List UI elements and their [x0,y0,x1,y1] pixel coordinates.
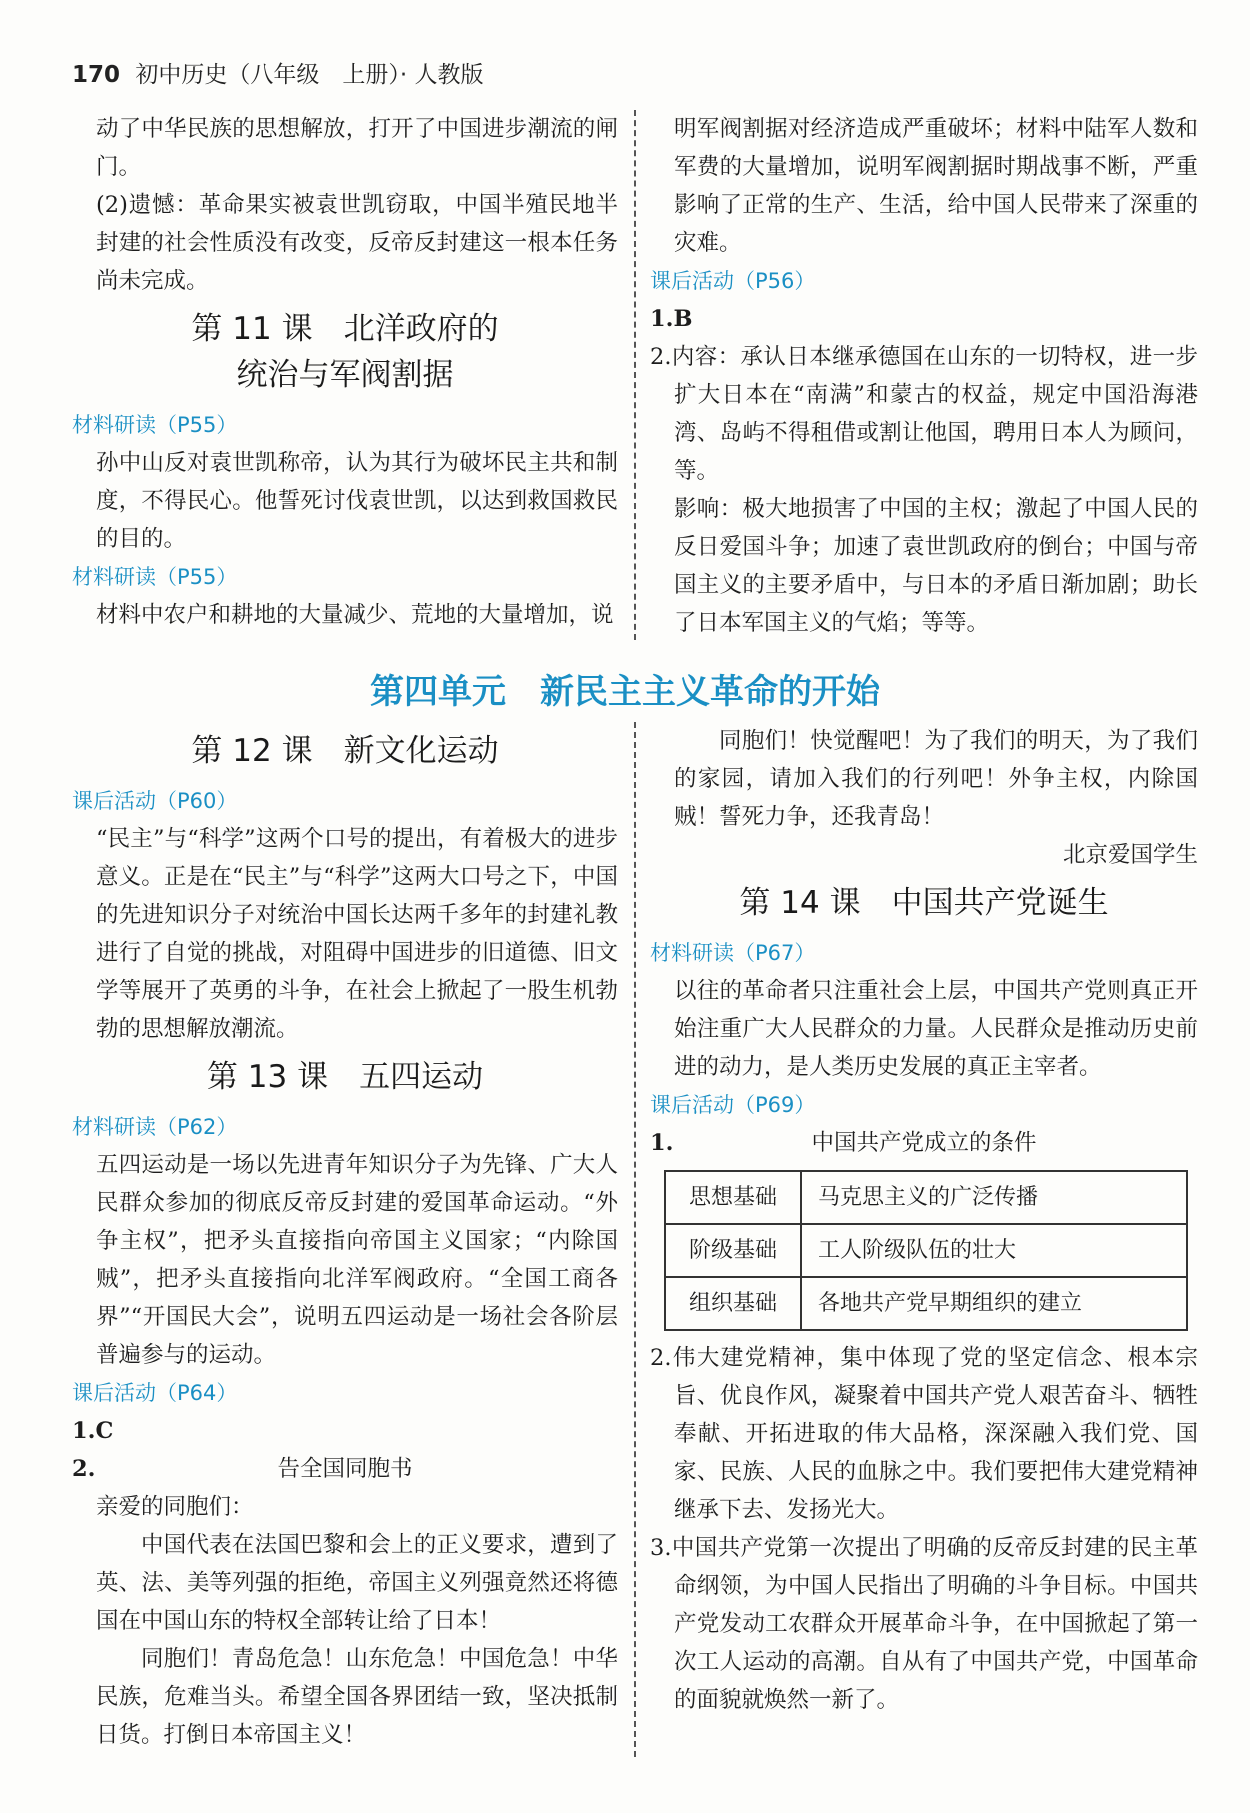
section-label: 材料研读（P55） [72,413,238,437]
bottom-left-column [72,722,618,1754]
page-number: 170 [72,62,121,88]
section-label: 课后活动（P64） [72,1381,238,1405]
conditions-table [664,1170,1188,1331]
unit-title: 第四单元 新民主主义革命的开始 [370,672,880,712]
top-left-column [72,110,618,634]
lesson-12-title: 第 12 课 新文化运动 [191,733,499,769]
paragraph: “民主”与“科学”这两个口号的提出，有着极大的进步意义。正是在“民主”与“科学”这两大口号之下，中国的先进知识分子对统治中国长达两千多年的封建礼教进行了自觉的挑战，对阻碍中国进步的旧道德、旧文学等展开了英勇的斗争，在社会上掀起了一股生机勃勃的思想解放潮流。 [96,826,618,1042]
column-divider-bottom [634,722,636,1757]
table-cell-key: 组织基础 [665,1277,801,1330]
section-label: 课后活动（P56） [650,269,816,293]
answer-2-impact: 影响：极大地损害了中国的主权；激起了中国人民的反日爱国斗争；加速了袁世凯政府的倒台；中国与帝国主义的主要矛盾中，与日本的矛盾日渐加剧；助长了日本军国主义的气焰；等等。 [674,496,1198,636]
section-label: 课后活动（P69） [650,1093,816,1117]
answer-2: 2.伟大建党精神，集中体现了党的坚定信念、根本宗旨、优良作风，凝聚着中国共产党人艰苦奋斗、牺牲奉献、开拓进取的伟大品格，深深融入我们党、国家、民族、人民的血脉之中。我们要把伟大建党精神继承下去、发扬光大。 [650,1345,1198,1523]
section-label: 材料研读（P55） [72,565,238,589]
lesson-13-title: 第 13 课 五四运动 [206,1059,484,1095]
bottom-right-column [650,722,1198,1719]
letter-signature: 北京爱国学生 [1062,842,1198,868]
paragraph: 以往的革命者只注重社会上层，中国共产党则真正开始注重广大人民群众的力量。人民群众是推动历史前进的动力，是人类历史发展的真正主宰者。 [674,978,1198,1080]
paragraph: 材料中农户和耕地的大量减少、荒地的大量增加，说 [96,602,614,628]
paragraph: (2)遗憾：革命果实被袁世凯窃取，中国半殖民地半封建的社会性质没有改变，反帝反封建这一根本任务尚未完成。 [96,192,618,294]
column-divider-top [634,110,636,640]
table-title: 中国共产党成立的条件 [811,1130,1037,1156]
book-title: 初中历史（八年级 上册）· 人教版 [135,62,484,88]
table-cell-value: 各地共产党早期组织的建立 [801,1277,1187,1330]
answer-2: 2.内容：承认日本继承德国在山东的一切特权，进一步扩大日本在“南满”和蒙古的权益，规定中国沿海港湾、岛屿不得租借或割让他国，聘用日本人为顾问，等。 [650,344,1198,484]
letter-salutation: 亲爱的同胞们： [96,1494,254,1520]
letter-paragraph: 同胞们！青岛危急！山东危急！中国危急！中华民族，危难当头。希望全国各界团结一致，坚决抵制日货。打倒日本帝国主义！ [96,1646,618,1748]
lesson-14-title: 第 14 课 中国共产党诞生 [739,885,1109,921]
paragraph: 动了中华民族的思想解放，打开了中国进步潮流的闸门。 [96,116,618,180]
answer-2-number: 2. [72,1456,96,1482]
answer-3: 3.中国共产党第一次提出了明确的反帝反封建的民主革命纲领，为中国人民指出了明确的斗争目标。中国共产党发动工农群众开展革命斗争，在中国掀起了第一次工人运动的高潮。自从有了中国共产党，中国革命的面貌就焕然一新了。 [650,1535,1198,1713]
paragraph: 明军阀割据对经济造成严重破坏；材料中陆军人数和军费的大量增加，说明军阀割据时期战事不断，严重影响了正常的生产、生活，给中国人民带来了深重的灾难。 [674,116,1198,256]
top-right-column [650,110,1198,642]
letter-paragraph: 同胞们！快觉醒吧！为了我们的明天，为了我们的家园，请加入我们的行列吧！外争主权，内除国贼！誓死力争，还我青岛！ [674,728,1198,830]
answer-1-number: 1. [650,1130,674,1156]
table-row [665,1224,1187,1277]
section-label: 材料研读（P62） [72,1115,238,1139]
answer-1: 1.B [650,306,693,332]
letter-paragraph: 中国代表在法国巴黎和会上的正义要求，遭到了英、法、美等列强的拒绝，帝国主义列强竟然还将德国在中国山东的特权全部转让给了日本！ [96,1532,618,1634]
table-row [665,1171,1187,1224]
section-label: 课后活动（P60） [72,789,238,813]
paragraph: 孙中山反对袁世凯称帝，认为其行为破坏民主共和制度，不得民心。他誓死讨伐袁世凯，以达到救国救民的目的。 [96,450,618,552]
answer-1: 1.C [72,1418,114,1444]
table-cell-key: 阶级基础 [665,1224,801,1277]
table-row [665,1277,1187,1330]
table-title-row [650,1124,1198,1162]
paragraph: 五四运动是一场以先进青年知识分子为先锋、广大人民群众参加的彻底反帝反封建的爱国革命运动。“外争主权”，把矛头直接指向帝国主义国家；“内除国贼”，把矛头直接指向北洋军阀政府。“全国工商各界”“开国民大会”，说明五四运动是一场社会各阶层普遍参与的运动。 [96,1152,618,1368]
table-cell-value: 工人阶级队伍的壮大 [801,1224,1187,1277]
table-cell-key: 思想基础 [665,1171,801,1224]
letter-title: 告全国同胞书 [277,1456,413,1482]
section-label: 材料研读（P67） [650,941,816,965]
table-cell-value: 马克思主义的广泛传播 [801,1171,1187,1224]
letter-title-row [72,1450,618,1488]
page-header [72,56,483,89]
lesson-11-title: 第 11 课 北洋政府的 统治与军阀割据 [191,311,499,393]
